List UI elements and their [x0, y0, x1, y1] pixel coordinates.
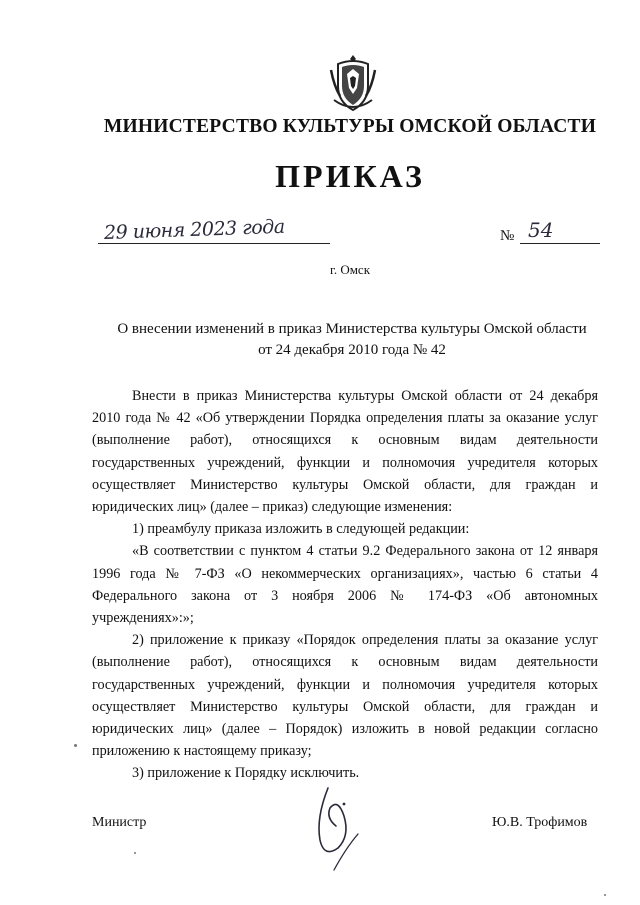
ministry-title: МИНИСТЕРСТВО КУЛЬТУРЫ ОМСКОЙ ОБЛАСТИ	[103, 116, 597, 137]
body-paragraph-intro: Внести в приказ Министерства культуры Омской области от 24 декабря 2010 года № 42 «Об утверждении Порядка определения платы за оказание услуг (выполнение работ), относящихся к основным видам деятельности государственных учреждений, функции и полномочия учредителя которых осуществляет Министерство культуры Омской области, для граждан и юридических лиц» (далее – приказ) следующие изменения:	[92, 388, 598, 516]
signatory-name: Ю.В. Трофимов	[492, 815, 588, 830]
body-paragraph-item-3: 3) приложение к Порядку исключить.	[132, 765, 360, 782]
number-underline	[520, 243, 600, 244]
handwritten-number: 54	[528, 218, 554, 242]
body-paragraph-quote: «В соответствии с пунктом 4 статьи 9.2 Федерального закона от 12 января 1996 года № 7-ФЗ «О некоммерческих организациях», частью 6 статьи 4 Федерального закона от 3 ноября 2006 № 174-ФЗ «Об автономных учреждениях»:»;	[92, 543, 598, 627]
subject-line-2: от 24 декабря 2010 года № 42	[258, 342, 446, 358]
body-paragraph-item-2: 2) приложение к приказу «Порядок определения платы за оказание услуг (выполнение работ), относящихся к основным видам деятельности государственных учреждений, функции и полномочия учредителя которых осуществляет Министерство культуры Омской области, для граждан и юридических лиц» (далее – Порядок) изложить в новой редакции согласно приложению к настоящему приказу;	[92, 632, 598, 760]
coat-of-arms-icon	[328, 52, 378, 114]
body-paragraph-item-1: 1) преамбулу приказа изложить в следующей редакции:	[132, 521, 470, 538]
scan-speck	[134, 852, 136, 854]
order-body	[92, 385, 598, 785]
scan-speck	[74, 744, 77, 747]
handwritten-signature	[298, 778, 378, 888]
order-subject	[92, 319, 612, 361]
signatory-title: Министр	[92, 815, 147, 830]
subject-line-1: О внесении изменений в приказ Министерства культуры Омской области	[117, 321, 587, 337]
city-line: г. Омск	[329, 262, 371, 277]
number-prefix: №	[500, 228, 515, 244]
handwritten-date: 29 июня 2023 года	[103, 215, 285, 245]
date-underline	[98, 243, 330, 244]
scan-speck	[604, 894, 606, 896]
document-type-title: ПРИКАЗ	[275, 158, 425, 194]
